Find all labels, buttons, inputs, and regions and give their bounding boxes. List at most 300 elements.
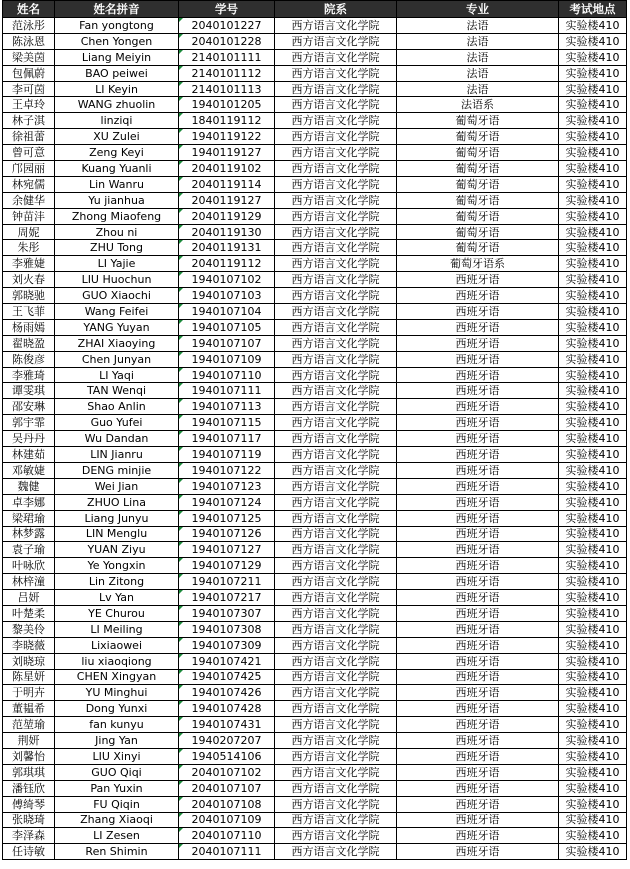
major-cell: 葡萄牙语 bbox=[397, 224, 559, 240]
major-cell: 西班牙语 bbox=[397, 764, 559, 780]
major-cell: 西班牙语 bbox=[397, 510, 559, 526]
school-cell: 西方语言文化学院 bbox=[275, 558, 397, 574]
table-row bbox=[3, 701, 627, 717]
table-row bbox=[3, 113, 627, 129]
student-id-cell: 1940107123 bbox=[179, 478, 275, 494]
table-row bbox=[3, 653, 627, 669]
student-id-cell: 1940107211 bbox=[179, 574, 275, 590]
major-cell: 法语 bbox=[397, 81, 559, 97]
major-cell: 法语 bbox=[397, 49, 559, 65]
student-id-cell: 1940107119 bbox=[179, 447, 275, 463]
exam-location-cell: 实验楼410 bbox=[559, 780, 627, 796]
name-cell: 邵安琳 bbox=[3, 399, 55, 415]
table-row bbox=[3, 558, 627, 574]
exam-location-cell: 实验楼410 bbox=[559, 415, 627, 431]
pinyin-cell: Ye Yongxin bbox=[55, 558, 179, 574]
exam-location-cell: 实验楼410 bbox=[559, 462, 627, 478]
major-cell: 西班牙语 bbox=[397, 526, 559, 542]
table-row bbox=[3, 161, 627, 177]
major-cell: 西班牙语 bbox=[397, 780, 559, 796]
student-id-cell: 1940107307 bbox=[179, 605, 275, 621]
school-cell: 西方语言文化学院 bbox=[275, 733, 397, 749]
school-cell: 西方语言文化学院 bbox=[275, 399, 397, 415]
exam-location-cell: 实验楼410 bbox=[559, 288, 627, 304]
school-cell: 西方语言文化学院 bbox=[275, 590, 397, 606]
student-id-cell: 2040119131 bbox=[179, 240, 275, 256]
major-cell: 葡萄牙语 bbox=[397, 161, 559, 177]
school-cell: 西方语言文化学院 bbox=[275, 33, 397, 49]
exam-location-cell: 实验楼410 bbox=[559, 256, 627, 272]
header-major: 专业 bbox=[397, 1, 559, 18]
pinyin-cell: YU Minghui bbox=[55, 685, 179, 701]
school-cell: 西方语言文化学院 bbox=[275, 319, 397, 335]
pinyin-cell: YE Churou bbox=[55, 605, 179, 621]
table-row bbox=[3, 812, 627, 828]
name-cell: 王卓玲 bbox=[3, 97, 55, 113]
student-id-cell: 2040101227 bbox=[179, 18, 275, 34]
table-row bbox=[3, 828, 627, 844]
table-row bbox=[3, 367, 627, 383]
student-id-cell: 1940107124 bbox=[179, 494, 275, 510]
pinyin-cell: LI Zesen bbox=[55, 828, 179, 844]
school-cell: 西方语言文化学院 bbox=[275, 526, 397, 542]
exam-location-cell: 实验楼410 bbox=[559, 97, 627, 113]
school-cell: 西方语言文化学院 bbox=[275, 431, 397, 447]
pinyin-cell: Guo Yufei bbox=[55, 415, 179, 431]
major-cell: 法语 bbox=[397, 33, 559, 49]
table-row bbox=[3, 780, 627, 796]
name-cell: 包佩蔚 bbox=[3, 65, 55, 81]
major-cell: 西班牙语 bbox=[397, 844, 559, 860]
student-id-cell: 2040119129 bbox=[179, 208, 275, 224]
pinyin-cell: LIU Huochun bbox=[55, 272, 179, 288]
pinyin-cell: DENG minjie bbox=[55, 462, 179, 478]
school-cell: 西方语言文化学院 bbox=[275, 192, 397, 208]
table-row bbox=[3, 240, 627, 256]
pinyin-cell: Kuang Yuanli bbox=[55, 161, 179, 177]
student-id-cell: 2040101228 bbox=[179, 33, 275, 49]
name-cell: 李雅琦 bbox=[3, 367, 55, 383]
school-cell: 西方语言文化学院 bbox=[275, 161, 397, 177]
school-cell: 西方语言文化学院 bbox=[275, 796, 397, 812]
table-row bbox=[3, 208, 627, 224]
student-id-cell: 1940101205 bbox=[179, 97, 275, 113]
name-cell: 林建茹 bbox=[3, 447, 55, 463]
school-cell: 西方语言文化学院 bbox=[275, 462, 397, 478]
name-cell: 潘钰欣 bbox=[3, 780, 55, 796]
name-cell: 吴丹丹 bbox=[3, 431, 55, 447]
major-cell: 西班牙语 bbox=[397, 367, 559, 383]
exam-location-cell: 实验楼410 bbox=[559, 319, 627, 335]
exam-location-cell: 实验楼410 bbox=[559, 145, 627, 161]
table-row bbox=[3, 18, 627, 34]
table-row bbox=[3, 542, 627, 558]
exam-location-cell: 实验楼410 bbox=[559, 764, 627, 780]
name-cell: 林梓潼 bbox=[3, 574, 55, 590]
exam-location-cell: 实验楼410 bbox=[559, 383, 627, 399]
student-id-cell: 2040119112 bbox=[179, 256, 275, 272]
pinyin-cell: CHEN Xingyan bbox=[55, 669, 179, 685]
name-cell: 邓敏婕 bbox=[3, 462, 55, 478]
pinyin-cell: Wei Jian bbox=[55, 478, 179, 494]
major-cell: 西班牙语 bbox=[397, 812, 559, 828]
pinyin-cell: Chen Junyan bbox=[55, 351, 179, 367]
name-cell: 郭宇霏 bbox=[3, 415, 55, 431]
table-row bbox=[3, 733, 627, 749]
school-cell: 西方语言文化学院 bbox=[275, 335, 397, 351]
exam-location-cell: 实验楼410 bbox=[559, 796, 627, 812]
major-cell: 西班牙语 bbox=[397, 717, 559, 733]
name-cell: 王飞菲 bbox=[3, 304, 55, 320]
school-cell: 西方语言文化学院 bbox=[275, 18, 397, 34]
table-row bbox=[3, 574, 627, 590]
name-cell: 吕妍 bbox=[3, 590, 55, 606]
school-cell: 西方语言文化学院 bbox=[275, 669, 397, 685]
student-id-cell: 1940107425 bbox=[179, 669, 275, 685]
table-row bbox=[3, 399, 627, 415]
table-row bbox=[3, 669, 627, 685]
table-row bbox=[3, 621, 627, 637]
major-cell: 西班牙语 bbox=[397, 304, 559, 320]
table-row bbox=[3, 383, 627, 399]
school-cell: 西方语言文化学院 bbox=[275, 685, 397, 701]
student-id-cell: 1940107125 bbox=[179, 510, 275, 526]
name-cell: 张晓琦 bbox=[3, 812, 55, 828]
roster-body bbox=[3, 18, 627, 860]
exam-location-cell: 实验楼410 bbox=[559, 304, 627, 320]
student-id-cell: 2140101113 bbox=[179, 81, 275, 97]
header-row bbox=[3, 1, 627, 18]
school-cell: 西方语言文化学院 bbox=[275, 748, 397, 764]
pinyin-cell: fan kunyu bbox=[55, 717, 179, 733]
name-cell: 林梦露 bbox=[3, 526, 55, 542]
header-school: 院系 bbox=[275, 1, 397, 18]
major-cell: 西班牙语 bbox=[397, 399, 559, 415]
name-cell: 谭雯琪 bbox=[3, 383, 55, 399]
major-cell: 西班牙语 bbox=[397, 383, 559, 399]
school-cell: 西方语言文化学院 bbox=[275, 367, 397, 383]
major-cell: 葡萄牙语 bbox=[397, 208, 559, 224]
exam-location-cell: 实验楼410 bbox=[559, 176, 627, 192]
pinyin-cell: LI Yajie bbox=[55, 256, 179, 272]
name-cell: 刘馨怡 bbox=[3, 748, 55, 764]
table-row bbox=[3, 304, 627, 320]
pinyin-cell: Lixiaowei bbox=[55, 637, 179, 653]
student-id-cell: 1940107308 bbox=[179, 621, 275, 637]
school-cell: 西方语言文化学院 bbox=[275, 637, 397, 653]
table-row bbox=[3, 748, 627, 764]
student-id-cell: 2040107110 bbox=[179, 828, 275, 844]
pinyin-cell: XU Zulei bbox=[55, 129, 179, 145]
school-cell: 西方语言文化学院 bbox=[275, 764, 397, 780]
pinyin-cell: Ren Shimin bbox=[55, 844, 179, 860]
header-pinyin: 姓名拼音 bbox=[55, 1, 179, 18]
major-cell: 西班牙语 bbox=[397, 335, 559, 351]
pinyin-cell: TAN Wenqi bbox=[55, 383, 179, 399]
major-cell: 西班牙语 bbox=[397, 605, 559, 621]
student-id-cell: 2140101111 bbox=[179, 49, 275, 65]
name-cell: 刘晓琼 bbox=[3, 653, 55, 669]
student-id-cell: 1940107309 bbox=[179, 637, 275, 653]
school-cell: 西方语言文化学院 bbox=[275, 176, 397, 192]
major-cell: 西班牙语 bbox=[397, 590, 559, 606]
name-cell: 杨雨嫣 bbox=[3, 319, 55, 335]
student-id-cell: 2040119127 bbox=[179, 192, 275, 208]
name-cell: 李可茵 bbox=[3, 81, 55, 97]
school-cell: 西方语言文化学院 bbox=[275, 351, 397, 367]
table-row bbox=[3, 256, 627, 272]
name-cell: 陈泳恩 bbox=[3, 33, 55, 49]
major-cell: 西班牙语 bbox=[397, 542, 559, 558]
table-row bbox=[3, 462, 627, 478]
student-id-cell: 1940107426 bbox=[179, 685, 275, 701]
major-cell: 西班牙语 bbox=[397, 494, 559, 510]
pinyin-cell: LI Yaqi bbox=[55, 367, 179, 383]
pinyin-cell: ZHAI Xiaoying bbox=[55, 335, 179, 351]
pinyin-cell: LIU Xinyi bbox=[55, 748, 179, 764]
exam-location-cell: 实验楼410 bbox=[559, 844, 627, 860]
school-cell: 西方语言文化学院 bbox=[275, 494, 397, 510]
pinyin-cell: Pan Yuxin bbox=[55, 780, 179, 796]
school-cell: 西方语言文化学院 bbox=[275, 812, 397, 828]
pinyin-cell: WANG zhuolin bbox=[55, 97, 179, 113]
name-cell: 朱彤 bbox=[3, 240, 55, 256]
major-cell: 西班牙语 bbox=[397, 351, 559, 367]
pinyin-cell: Lin Wanru bbox=[55, 176, 179, 192]
major-cell: 西班牙语 bbox=[397, 272, 559, 288]
exam-location-cell: 实验楼410 bbox=[559, 224, 627, 240]
exam-location-cell: 实验楼410 bbox=[559, 574, 627, 590]
school-cell: 西方语言文化学院 bbox=[275, 49, 397, 65]
table-row bbox=[3, 129, 627, 145]
exam-location-cell: 实验楼410 bbox=[559, 669, 627, 685]
name-cell: 刘火春 bbox=[3, 272, 55, 288]
pinyin-cell: YANG Yuyan bbox=[55, 319, 179, 335]
name-cell: 李泽森 bbox=[3, 828, 55, 844]
pinyin-cell: BAO peiwei bbox=[55, 65, 179, 81]
name-cell: 范堃瑜 bbox=[3, 717, 55, 733]
student-id-cell: 1940107122 bbox=[179, 462, 275, 478]
pinyin-cell: Dong Yunxi bbox=[55, 701, 179, 717]
name-cell: 曾可意 bbox=[3, 145, 55, 161]
pinyin-cell: Fan yongtong bbox=[55, 18, 179, 34]
student-id-cell: 1940107109 bbox=[179, 351, 275, 367]
table-row bbox=[3, 176, 627, 192]
name-cell: 叶楚柔 bbox=[3, 605, 55, 621]
pinyin-cell: Chen Yongen bbox=[55, 33, 179, 49]
student-id-cell: 1940119127 bbox=[179, 145, 275, 161]
student-id-cell: 1940107129 bbox=[179, 558, 275, 574]
table-row bbox=[3, 510, 627, 526]
school-cell: 西方语言文化学院 bbox=[275, 65, 397, 81]
exam-location-cell: 实验楼410 bbox=[559, 526, 627, 542]
exam-location-cell: 实验楼410 bbox=[559, 812, 627, 828]
exam-location-cell: 实验楼410 bbox=[559, 431, 627, 447]
student-id-cell: 1940107421 bbox=[179, 653, 275, 669]
school-cell: 西方语言文化学院 bbox=[275, 288, 397, 304]
pinyin-cell: Yu jianhua bbox=[55, 192, 179, 208]
major-cell: 西班牙语 bbox=[397, 478, 559, 494]
table-row bbox=[3, 605, 627, 621]
table-row bbox=[3, 335, 627, 351]
major-cell: 葡萄牙语 bbox=[397, 176, 559, 192]
name-cell: 李雅婕 bbox=[3, 256, 55, 272]
exam-location-cell: 实验楼410 bbox=[559, 113, 627, 129]
school-cell: 西方语言文化学院 bbox=[275, 240, 397, 256]
name-cell: 钟苗沣 bbox=[3, 208, 55, 224]
table-row bbox=[3, 192, 627, 208]
school-cell: 西方语言文化学院 bbox=[275, 478, 397, 494]
exam-location-cell: 实验楼410 bbox=[559, 542, 627, 558]
name-cell: 邝园丽 bbox=[3, 161, 55, 177]
table-row bbox=[3, 49, 627, 65]
exam-location-cell: 实验楼410 bbox=[559, 129, 627, 145]
name-cell: 梁美茵 bbox=[3, 49, 55, 65]
major-cell: 西班牙语 bbox=[397, 685, 559, 701]
name-cell: 袁子瑜 bbox=[3, 542, 55, 558]
school-cell: 西方语言文化学院 bbox=[275, 97, 397, 113]
table-row bbox=[3, 81, 627, 97]
pinyin-cell: Zhong Miaofeng bbox=[55, 208, 179, 224]
pinyin-cell: GUO Qiqi bbox=[55, 764, 179, 780]
name-cell: 梁珺瑜 bbox=[3, 510, 55, 526]
major-cell: 法语系 bbox=[397, 97, 559, 113]
student-id-cell: 1940107110 bbox=[179, 367, 275, 383]
major-cell: 法语 bbox=[397, 18, 559, 34]
pinyin-cell: LIN Jianru bbox=[55, 447, 179, 463]
student-id-cell: 1940107126 bbox=[179, 526, 275, 542]
header-exam-location: 考试地点 bbox=[559, 1, 627, 18]
pinyin-cell: LI Keyin bbox=[55, 81, 179, 97]
table-row bbox=[3, 685, 627, 701]
student-id-cell: 1940107103 bbox=[179, 288, 275, 304]
student-id-cell: 2040107111 bbox=[179, 844, 275, 860]
student-id-cell: 1940119122 bbox=[179, 129, 275, 145]
student-id-cell: 2040119114 bbox=[179, 176, 275, 192]
major-cell: 西班牙语 bbox=[397, 319, 559, 335]
student-id-cell: 2040119130 bbox=[179, 224, 275, 240]
exam-location-cell: 实验楼410 bbox=[559, 272, 627, 288]
school-cell: 西方语言文化学院 bbox=[275, 415, 397, 431]
student-id-cell: 2040107109 bbox=[179, 812, 275, 828]
name-cell: 郭琪琪 bbox=[3, 764, 55, 780]
school-cell: 西方语言文化学院 bbox=[275, 574, 397, 590]
pinyin-cell: FU Qiqin bbox=[55, 796, 179, 812]
school-cell: 西方语言文化学院 bbox=[275, 304, 397, 320]
exam-location-cell: 实验楼410 bbox=[559, 558, 627, 574]
major-cell: 西班牙语 bbox=[397, 447, 559, 463]
student-id-cell: 1940107102 bbox=[179, 272, 275, 288]
pinyin-cell: Liang Junyu bbox=[55, 510, 179, 526]
name-cell: 魏健 bbox=[3, 478, 55, 494]
major-cell: 西班牙语 bbox=[397, 574, 559, 590]
pinyin-cell: Lv Yan bbox=[55, 590, 179, 606]
name-cell: 荆妍 bbox=[3, 733, 55, 749]
name-cell: 郭晓驰 bbox=[3, 288, 55, 304]
student-id-cell: 2040107108 bbox=[179, 796, 275, 812]
table-row bbox=[3, 478, 627, 494]
pinyin-cell: LIN Menglu bbox=[55, 526, 179, 542]
student-id-cell: 1940514106 bbox=[179, 748, 275, 764]
major-cell: 西班牙语 bbox=[397, 415, 559, 431]
table-row bbox=[3, 526, 627, 542]
exam-location-cell: 实验楼410 bbox=[559, 494, 627, 510]
exam-location-cell: 实验楼410 bbox=[559, 590, 627, 606]
table-row bbox=[3, 431, 627, 447]
exam-location-cell: 实验楼410 bbox=[559, 240, 627, 256]
name-cell: 李晓薇 bbox=[3, 637, 55, 653]
table-row bbox=[3, 717, 627, 733]
pinyin-cell: YUAN Ziyu bbox=[55, 542, 179, 558]
major-cell: 葡萄牙语 bbox=[397, 145, 559, 161]
student-id-cell: 1940107105 bbox=[179, 319, 275, 335]
table-row bbox=[3, 145, 627, 161]
table-row bbox=[3, 494, 627, 510]
major-cell: 西班牙语 bbox=[397, 701, 559, 717]
student-id-cell: 2040107102 bbox=[179, 764, 275, 780]
student-id-cell: 1940107117 bbox=[179, 431, 275, 447]
table-row bbox=[3, 796, 627, 812]
school-cell: 西方语言文化学院 bbox=[275, 780, 397, 796]
pinyin-cell: ZHUO Lina bbox=[55, 494, 179, 510]
name-cell: 徐祖蕾 bbox=[3, 129, 55, 145]
table-row bbox=[3, 447, 627, 463]
student-id-cell: 1940207207 bbox=[179, 733, 275, 749]
exam-location-cell: 实验楼410 bbox=[559, 49, 627, 65]
school-cell: 西方语言文化学院 bbox=[275, 145, 397, 161]
major-cell: 西班牙语 bbox=[397, 828, 559, 844]
exam-location-cell: 实验楼410 bbox=[559, 161, 627, 177]
name-cell: 于明卉 bbox=[3, 685, 55, 701]
major-cell: 西班牙语 bbox=[397, 558, 559, 574]
major-cell: 葡萄牙语 bbox=[397, 129, 559, 145]
name-cell: 陈星妍 bbox=[3, 669, 55, 685]
exam-location-cell: 实验楼410 bbox=[559, 399, 627, 415]
header-name: 姓名 bbox=[3, 1, 55, 18]
school-cell: 西方语言文化学院 bbox=[275, 447, 397, 463]
table-row bbox=[3, 65, 627, 81]
exam-location-cell: 实验楼410 bbox=[559, 81, 627, 97]
school-cell: 西方语言文化学院 bbox=[275, 113, 397, 129]
pinyin-cell: Zhang Xiaoqi bbox=[55, 812, 179, 828]
school-cell: 西方语言文化学院 bbox=[275, 383, 397, 399]
name-cell: 傅绮琴 bbox=[3, 796, 55, 812]
table-row bbox=[3, 288, 627, 304]
exam-location-cell: 实验楼410 bbox=[559, 65, 627, 81]
header-student-id: 学号 bbox=[179, 1, 275, 18]
name-cell: 林宛儒 bbox=[3, 176, 55, 192]
major-cell: 西班牙语 bbox=[397, 653, 559, 669]
exam-location-cell: 实验楼410 bbox=[559, 637, 627, 653]
school-cell: 西方语言文化学院 bbox=[275, 828, 397, 844]
exam-location-cell: 实验楼410 bbox=[559, 701, 627, 717]
school-cell: 西方语言文化学院 bbox=[275, 621, 397, 637]
major-cell: 西班牙语 bbox=[397, 796, 559, 812]
major-cell: 法语 bbox=[397, 65, 559, 81]
school-cell: 西方语言文化学院 bbox=[275, 208, 397, 224]
major-cell: 葡萄牙语 bbox=[397, 192, 559, 208]
exam-location-cell: 实验楼410 bbox=[559, 447, 627, 463]
exam-location-cell: 实验楼410 bbox=[559, 653, 627, 669]
student-id-cell: 1940107428 bbox=[179, 701, 275, 717]
exam-location-cell: 实验楼410 bbox=[559, 208, 627, 224]
major-cell: 葡萄牙语系 bbox=[397, 256, 559, 272]
school-cell: 西方语言文化学院 bbox=[275, 701, 397, 717]
student-id-cell: 1940107431 bbox=[179, 717, 275, 733]
exam-location-cell: 实验楼410 bbox=[559, 192, 627, 208]
student-id-cell: 2140101112 bbox=[179, 65, 275, 81]
pinyin-cell: ZHU Tong bbox=[55, 240, 179, 256]
